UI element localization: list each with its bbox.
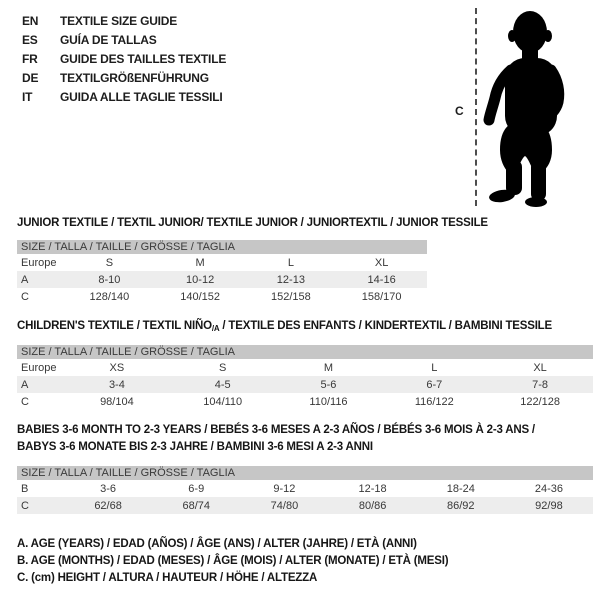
size-cell: M — [195, 256, 205, 269]
child-silhouette — [478, 8, 570, 208]
footnote-c: C. (cm) HEIGHT / ALTURA / HAUTEUR / HÖHE / ALTEZZA — [17, 572, 318, 584]
size-header-text: SIZE / TALLA / TAILLE / GRÖSSE / TAGLIA — [21, 241, 235, 253]
table-row — [17, 497, 593, 514]
lang-label: TEXTILE SIZE GUIDE — [60, 13, 178, 28]
lang-code: FR — [22, 51, 38, 66]
table-row — [17, 376, 593, 393]
size-cell: 6-9 — [188, 482, 205, 495]
size-cell: 116/122 — [414, 395, 454, 408]
size-cell: 9-12 — [273, 482, 296, 495]
height-measure-label: C — [455, 104, 464, 118]
size-cell: 122/128 — [520, 395, 560, 408]
size-cell: 98/104 — [100, 395, 134, 408]
junior-size-table — [17, 240, 427, 305]
lang-label: GUIDE DES TAILLES TEXTILE — [60, 51, 227, 66]
babies-title-line2: BABYS 3-6 MONATE BIS 2-3 JAHRE / BAMBINI 3-6 MESI A 2-3 ANNI — [17, 441, 373, 453]
lang-row-de — [22, 68, 226, 87]
lang-label: TEXTILGRÖßENFÜHRUNG — [60, 70, 209, 85]
size-cell: 74/80 — [270, 499, 299, 512]
babies-title-line1: BABIES 3-6 MONTH TO 2-3 YEARS / BEBÉS 3-6 MESES A 2-3 AÑOS / BÉBÉS 3-6 MOIS À 2-3 ANS / — [17, 424, 535, 436]
size-cell: 3-4 — [108, 378, 125, 391]
size-cell: 10-12 — [186, 273, 215, 286]
lang-row-en — [22, 11, 226, 30]
lang-code: ES — [22, 32, 38, 47]
lang-label: GUIDA ALLE TAGLIE TESSILI — [60, 89, 223, 104]
babies-size-table — [17, 466, 593, 514]
children-title-post: / TEXTILE DES ENFANTS / KINDERTEXTIL / BAMBINI TESSILE — [219, 320, 552, 332]
lang-row-es — [22, 30, 226, 49]
size-cell: 86/92 — [447, 499, 475, 512]
size-cell: S — [219, 361, 227, 374]
size-cell: L — [287, 256, 294, 269]
lang-label: GUÍA DE TALLAS — [60, 32, 157, 47]
table-row — [17, 288, 427, 305]
row-label: B — [21, 482, 29, 495]
size-cell: 12-18 — [358, 482, 387, 495]
size-cell: 7-8 — [532, 378, 549, 391]
row-label: C — [21, 395, 29, 408]
size-cell: 110/116 — [309, 395, 348, 408]
table-row — [17, 359, 593, 376]
size-cell: 128/140 — [89, 290, 130, 303]
size-cell: 152/158 — [270, 290, 311, 303]
row-label: A — [21, 273, 29, 286]
size-cell: 104/110 — [203, 395, 243, 408]
size-cell: 8-10 — [98, 273, 121, 286]
size-cell: M — [323, 361, 334, 374]
children-size-table — [17, 345, 593, 410]
size-cell: 62/68 — [94, 499, 122, 512]
table-row — [17, 393, 593, 410]
row-label: C — [21, 499, 29, 512]
children-section-title — [17, 318, 552, 337]
row-label: C — [21, 290, 29, 303]
size-cell: 158/170 — [361, 290, 402, 303]
junior-title-text: JUNIOR TEXTILE / TEXTIL JUNIOR/ TEXTILE JUNIOR / JUNIORTEXTIL / JUNIOR TESSILE — [17, 217, 488, 229]
size-cell: XL — [533, 361, 547, 374]
table-row — [17, 271, 427, 288]
babies-section-title — [17, 422, 535, 456]
size-cell: L — [431, 361, 438, 374]
size-cell: 3-6 — [100, 482, 117, 495]
language-header — [22, 11, 226, 106]
footnote-b: B. AGE (MONTHS) / EDAD (MESES) / ÂGE (MOIS) / ALTER (MONATE) / ETÀ (MESI) — [17, 555, 449, 567]
size-header-text: SIZE / TALLA / TAILLE / GRÖSSE / TAGLIA — [21, 467, 235, 479]
size-cell: 24-36 — [534, 482, 564, 495]
row-label: A — [21, 378, 29, 391]
size-cell: 12-13 — [276, 273, 305, 286]
lang-code: DE — [22, 70, 39, 85]
size-header-bar — [17, 466, 593, 480]
size-header-bar — [17, 345, 593, 359]
height-measure-dashed-line — [475, 8, 477, 206]
size-cell: 140/152 — [180, 290, 220, 303]
size-cell: XS — [109, 361, 125, 374]
children-title-sub: /A — [211, 324, 220, 333]
lang-code: IT — [22, 89, 33, 104]
junior-section-title — [17, 215, 488, 232]
size-cell: 92/98 — [535, 499, 563, 512]
size-header-text: SIZE / TALLA / TAILLE / GRÖSSE / TAGLIA — [21, 346, 235, 358]
size-cell: XL — [374, 256, 389, 269]
size-cell: 68/74 — [182, 499, 211, 512]
children-title-pre: CHILDREN'S TEXTILE / TEXTIL NIÑO — [17, 320, 212, 332]
size-cell: S — [105, 256, 114, 269]
footnote-a: A. AGE (YEARS) / EDAD (AÑOS) / ÂGE (ANS) / ALTER (JAHRE) / ETÀ (ANNI) — [17, 538, 417, 550]
lang-row-fr — [22, 49, 226, 68]
row-label: Europe — [21, 256, 57, 269]
size-cell: 5-6 — [320, 378, 337, 391]
size-cell: 14-16 — [367, 273, 396, 286]
lang-row-it — [22, 87, 226, 106]
size-cell: 6-7 — [426, 378, 443, 391]
size-cell: 80/86 — [358, 499, 387, 512]
size-header-bar — [17, 240, 427, 254]
table-row — [17, 254, 427, 271]
size-cell: 4-5 — [214, 378, 231, 391]
legend-footnotes — [17, 536, 448, 587]
row-label: Europe — [21, 361, 57, 374]
table-row — [17, 480, 593, 497]
lang-code: EN — [22, 13, 39, 28]
size-cell: 18-24 — [446, 482, 475, 495]
